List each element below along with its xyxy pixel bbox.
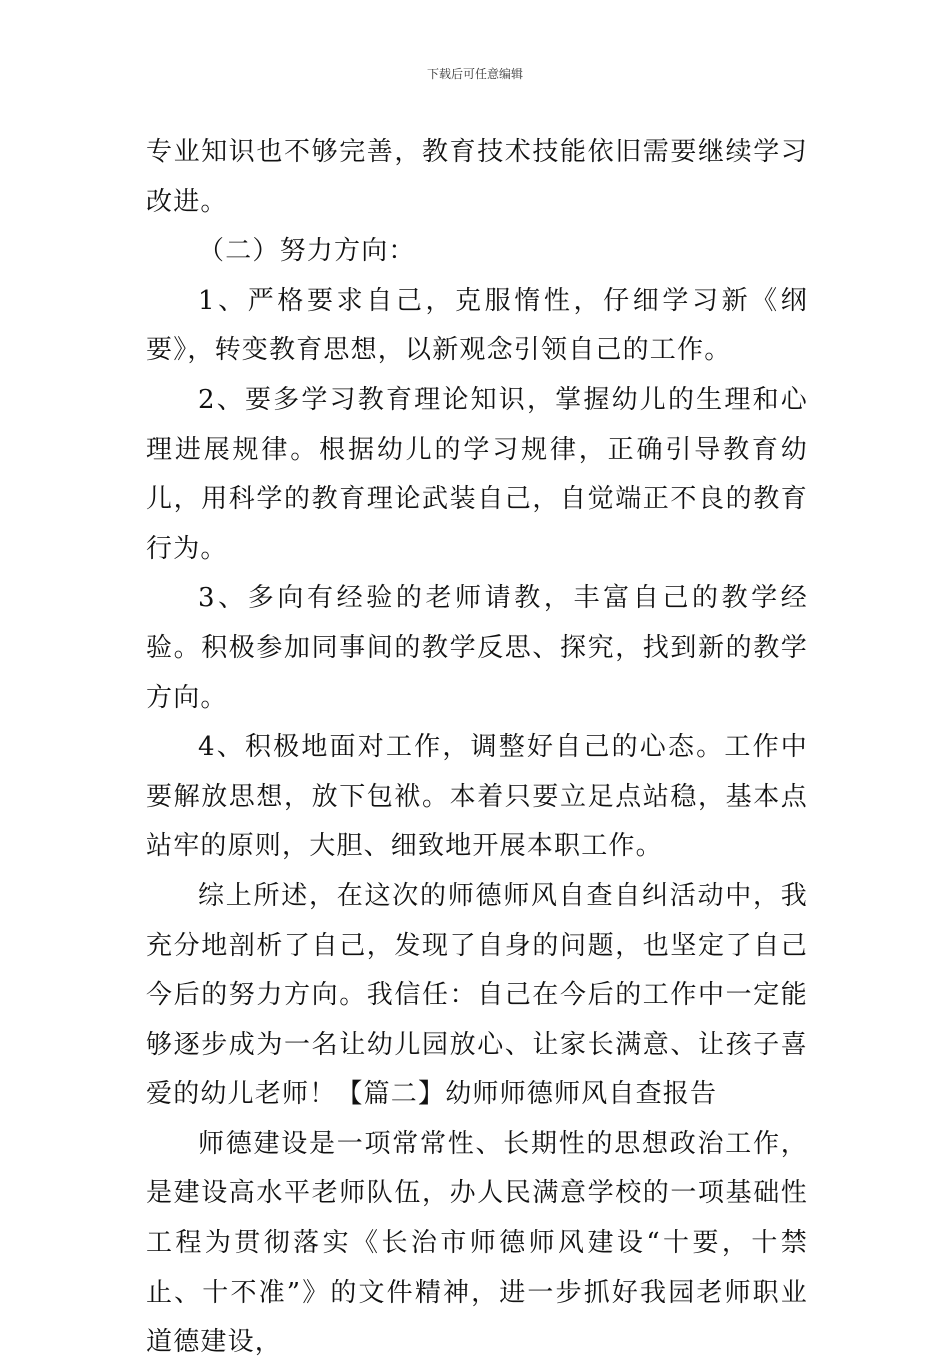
list-item-1: 1、严格要求自己，克服惰性，仔细学习新《纲要》，转变教育思想，以新观念引领自己的工作。: [146, 285, 808, 366]
list-item-2: 2、要多学习教育理论知识，掌握幼儿的生理和心理进展规律。根据幼儿的学习规律，正确引导教育幼儿，用科学的教育理论武装自己，自觉端正不良的教育行为。: [146, 384, 808, 564]
list-item-3: 3、多向有经验的老师请教，丰富自己的教学经验。积极参加同事间的教学反思、探究，找到新的教学方向。: [146, 583, 808, 713]
page-header-note: 下载后可任意编辑: [426, 67, 523, 81]
list-item-4: 4、积极地面对工作，调整好自己的心态。工作中要解放思想，放下包袱。本着只要立足点站稳，基本点站牢的原则，大胆、细致地开展本职工作。: [146, 732, 808, 862]
section-heading-effort-direction: （二）努力方向：: [198, 236, 416, 267]
summary-paragraph: 综上所述，在这次的师德师风自查自纠活动中，我充分地剖析了自己，发现了自身的问题，也坚定了自己今后的努力方向。我信任：自己在今后的工作中一定能够逐步成为一名让幼儿园放心、让家长满意、让孩子喜爱的幼儿老师！【篇二】幼师师德师风自查报告: [146, 880, 808, 1110]
paragraph-report-intro: 师德建设是一项常常性、长期性的思想政治工作，是建设高水平老师队伍，办人民满意学校的一项基础性工程为贯彻落实《长治市师德师风建设“十要，十禁止、十不准”》的文件精神，进一步抓好我园老师职业道德建设，: [146, 1128, 808, 1358]
paragraph-continuation: 专业知识也不够完善，教育技术技能依旧需要继续学习改进。: [146, 137, 808, 217]
document-body: [146, 128, 808, 1368]
